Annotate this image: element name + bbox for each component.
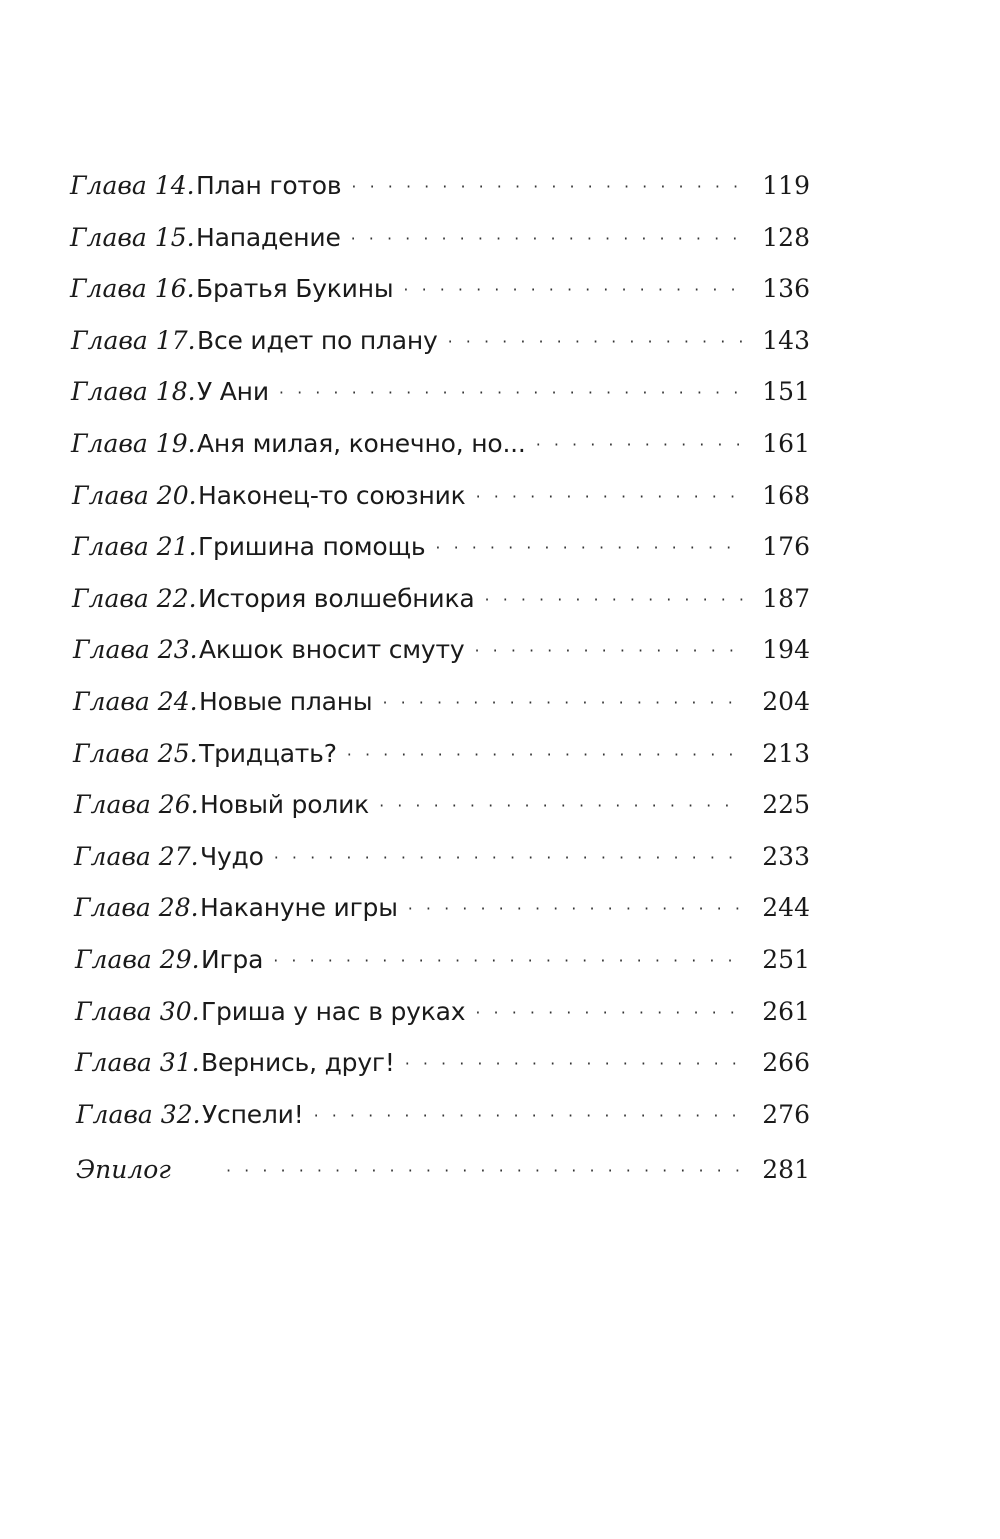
dot-leader (379, 780, 744, 832)
chapter-title: Накануне игры (200, 893, 398, 923)
chapter-label: Глава 27. (74, 841, 199, 871)
page-number: 187 (762, 583, 810, 613)
page-number: 168 (762, 480, 810, 510)
page-number: 151 (762, 377, 810, 407)
dot-leader (405, 1038, 744, 1090)
toc-entry-chapter-14[interactable] (70, 160, 810, 212)
page-number: 244 (762, 893, 810, 923)
dot-leader (476, 471, 744, 523)
chapter-title: План готов (196, 171, 342, 200)
chapter-label: Глава 25. (73, 738, 198, 768)
chapter-label: Глава 31. (75, 1048, 200, 1078)
toc-entry-chapter-17[interactable] (70, 315, 810, 367)
chapter-title: Наконец-то союзник (198, 480, 466, 510)
chapter-title: Братья Букины (196, 274, 394, 304)
chapter-title: История волшебника (198, 583, 475, 613)
dot-leader (347, 729, 744, 781)
dot-leader (536, 419, 744, 471)
chapter-title: Гришина помощь (198, 532, 426, 562)
page-number: 281 (762, 1155, 810, 1185)
dot-leader (435, 522, 744, 574)
dot-leader (226, 1145, 744, 1197)
page-number: 266 (762, 1048, 810, 1078)
chapter-label: Глава 26. (74, 790, 199, 820)
chapter-title: Вернись, друг! (201, 1048, 395, 1078)
toc-entry-chapter-28[interactable] (70, 882, 810, 934)
toc-entry-chapter-15[interactable] (70, 212, 810, 264)
chapter-title: У Ани (197, 377, 269, 407)
chapter-label: Глава 17. (71, 325, 196, 355)
chapter-title: Нападение (196, 222, 341, 252)
dot-leader (408, 883, 744, 935)
toc-entry-chapter-16[interactable] (70, 263, 810, 315)
chapter-label: Глава 15. (70, 222, 195, 252)
chapter-label: Глава 23. (73, 635, 198, 665)
toc-entry-chapter-20[interactable] (70, 470, 810, 522)
page-number: 213 (762, 738, 810, 768)
dot-leader (474, 625, 744, 677)
dot-leader (279, 367, 744, 419)
dot-leader (382, 677, 744, 729)
page-number: 161 (762, 428, 810, 458)
chapter-label: Глава 29. (75, 944, 200, 974)
dot-leader (403, 264, 744, 316)
chapter-title: Чудо (200, 841, 264, 871)
toc-entry-chapter-29[interactable] (70, 934, 810, 986)
dot-leader (475, 987, 744, 1039)
chapter-title: Новые планы (199, 686, 373, 716)
page-number: 204 (762, 686, 810, 716)
toc-entry-chapter-19[interactable] (70, 418, 810, 470)
toc-entry-chapter-26[interactable] (70, 779, 810, 831)
chapter-label: Глава 19. (71, 428, 196, 458)
page-number: 225 (762, 790, 810, 820)
page-number: 128 (762, 222, 810, 252)
toc-entry-chapter-23[interactable] (70, 624, 810, 676)
epilog-label: Эпилог (76, 1155, 171, 1185)
chapter-title: Акшок вносит смуту (199, 635, 465, 665)
chapter-title: Игра (201, 944, 264, 974)
chapter-label: Глава 16. (70, 274, 195, 304)
toc-entry-epilog[interactable] (70, 1144, 810, 1196)
page-number: 194 (762, 635, 810, 665)
table-of-contents (70, 160, 810, 1196)
chapter-label: Глава 32. (76, 1099, 201, 1129)
page-number: 176 (762, 532, 810, 562)
toc-entry-chapter-25[interactable] (70, 728, 810, 780)
dot-leader (273, 935, 744, 987)
toc-entry-chapter-18[interactable] (70, 366, 810, 418)
chapter-label: Глава 28. (74, 893, 199, 923)
page-number: 251 (762, 944, 810, 974)
page-number: 136 (762, 274, 810, 304)
toc-entry-chapter-30[interactable] (70, 986, 810, 1038)
toc-entry-chapter-24[interactable] (70, 676, 810, 728)
chapter-title: Новый ролик (200, 790, 370, 820)
chapter-title: Успели! (202, 1099, 304, 1129)
toc-entry-chapter-27[interactable] (70, 831, 810, 883)
toc-entry-chapter-31[interactable] (70, 1037, 810, 1089)
page-number: 143 (762, 325, 810, 355)
page-number: 233 (762, 841, 810, 871)
chapter-label: Глава 18. (71, 377, 196, 407)
chapter-label: Глава 30. (75, 996, 200, 1026)
chapter-label: Глава 21. (72, 532, 197, 562)
toc-entry-chapter-21[interactable] (70, 521, 810, 573)
page-number: 119 (762, 171, 810, 200)
chapter-title: Тридцать? (199, 738, 337, 768)
chapter-label: Глава 22. (72, 583, 197, 613)
chapter-title: Гриша у нас в руках (201, 996, 466, 1026)
dot-leader (314, 1090, 744, 1142)
page-number: 276 (762, 1099, 810, 1129)
page-number: 261 (762, 996, 810, 1026)
dot-leader (448, 316, 744, 368)
toc-entry-chapter-22[interactable] (70, 573, 810, 625)
dot-leader (274, 832, 744, 884)
dot-leader (485, 574, 744, 626)
chapter-label: Глава 20. (72, 480, 197, 510)
toc-entry-chapter-32[interactable] (70, 1089, 810, 1141)
chapter-label: Глава 24. (73, 686, 198, 716)
chapter-title: Все идет по плану (197, 325, 438, 355)
dot-leader (351, 161, 744, 213)
chapter-label: Глава 14. (70, 171, 195, 200)
dot-leader (351, 213, 744, 265)
chapter-title: Аня милая, конечно, но... (197, 428, 526, 458)
